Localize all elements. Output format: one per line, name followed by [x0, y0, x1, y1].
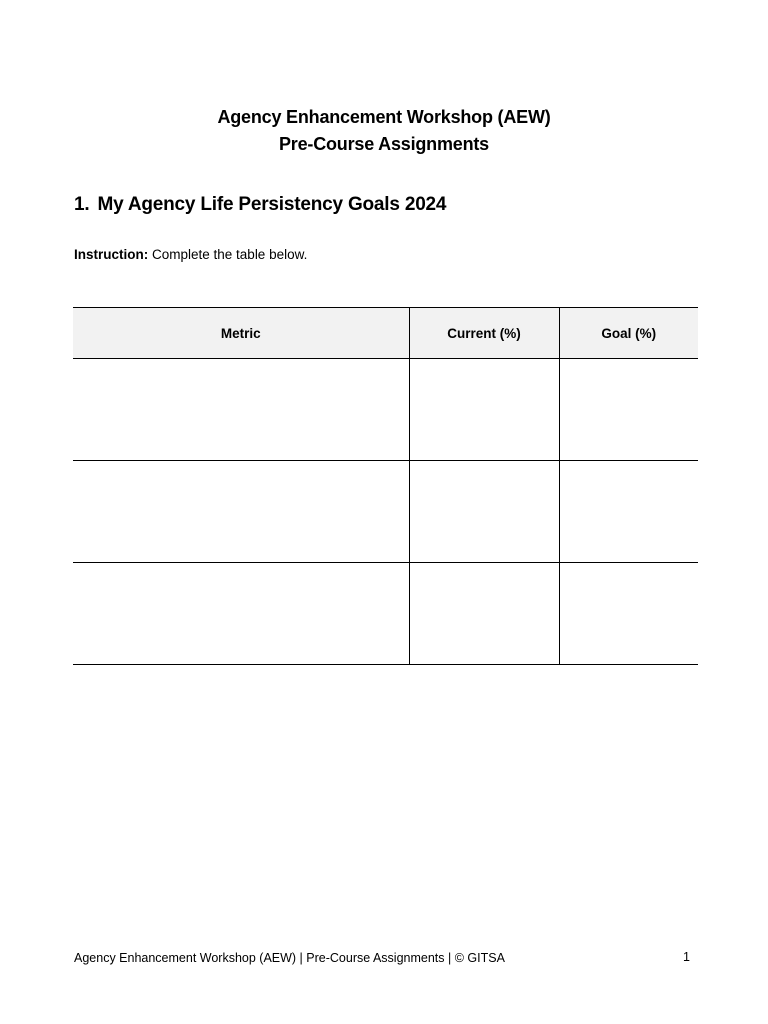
persistency-goals-table	[73, 307, 698, 665]
header-goal: Goal (%)	[559, 308, 698, 359]
current-cell[interactable]	[409, 359, 559, 461]
goal-cell[interactable]	[559, 359, 698, 461]
page-footer: Agency Enhancement Workshop (AEW) | Pre-Course Assignments | © GITSA	[74, 951, 505, 965]
metric-cell[interactable]	[73, 563, 409, 665]
table-row	[73, 359, 698, 461]
current-cell[interactable]	[409, 563, 559, 665]
section-heading	[74, 192, 446, 218]
goal-cell[interactable]	[559, 563, 698, 665]
section-title: My Agency Life Persistency Goals 2024	[97, 194, 447, 215]
metric-cell[interactable]	[73, 461, 409, 563]
page-number: 1	[683, 950, 690, 964]
instruction-body: Complete the table below.	[148, 247, 308, 262]
document-title-line-2: Pre-Course Assignments	[279, 134, 489, 154]
instruction-label: Instruction:	[74, 247, 149, 262]
table-row	[73, 461, 698, 563]
current-cell[interactable]	[409, 461, 559, 563]
section-number: 1.	[74, 194, 90, 215]
table-row	[73, 563, 698, 665]
table-header-row	[73, 308, 698, 359]
metric-cell[interactable]	[73, 359, 409, 461]
goal-cell[interactable]	[559, 461, 698, 563]
header-current: Current (%)	[409, 308, 559, 359]
header-metric: Metric	[73, 308, 409, 359]
document-title	[0, 104, 768, 158]
instruction-text	[74, 245, 307, 265]
document-title-line-1: Agency Enhancement Workshop (AEW)	[217, 107, 551, 127]
